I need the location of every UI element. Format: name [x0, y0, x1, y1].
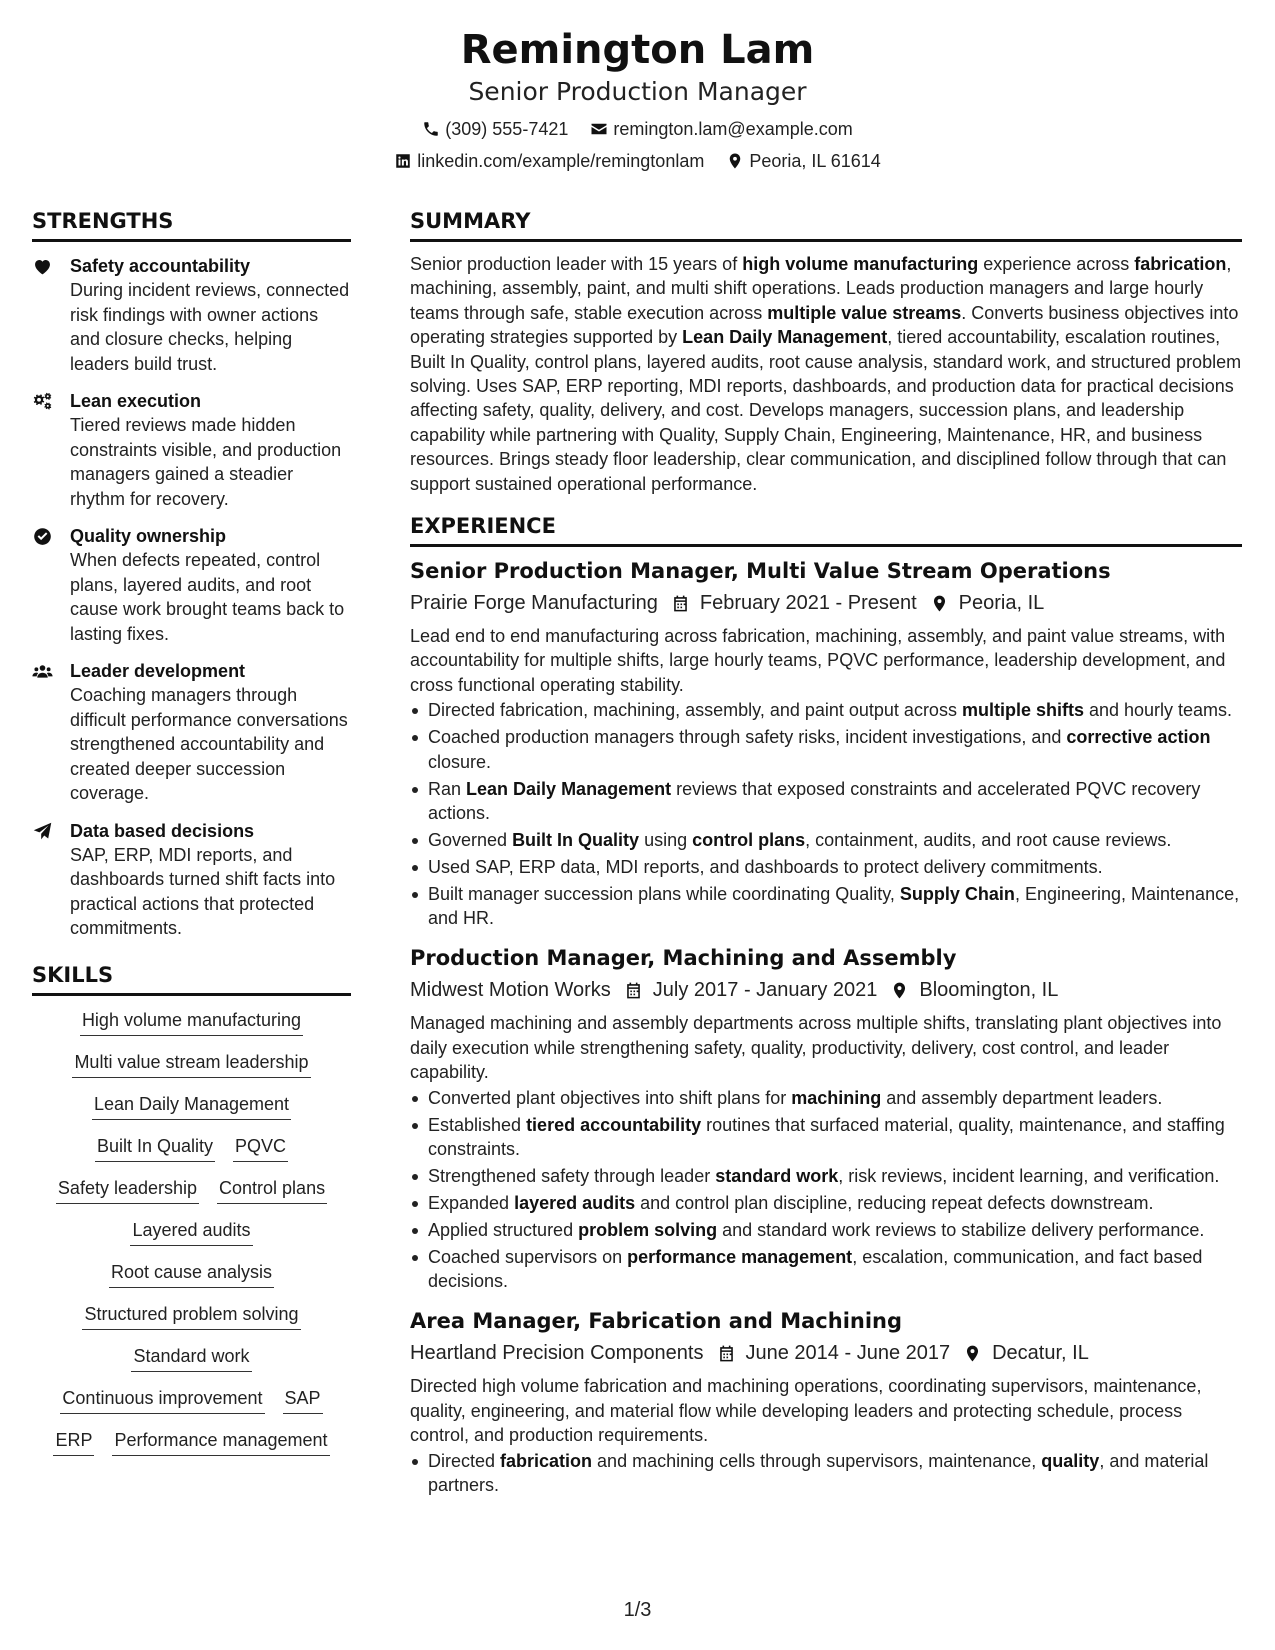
skill-tag: Lean Daily Management — [92, 1092, 291, 1120]
job-bullet: Directed fabrication, machining, assembly, and paint output across multiple shifts and hourly teams. — [410, 698, 1242, 722]
job-title: Production Manager, Machining and Assembly — [410, 946, 957, 971]
envelope-icon — [590, 120, 608, 138]
skill-tag: ERP — [53, 1428, 94, 1456]
job-description: Managed machining and assembly departments across multiple shifts, translating plant objectives into daily execution while strengthening safety, quality, productivity, delivery, cost control, and leader capability. — [410, 1013, 1222, 1083]
skill-tag: PQVC — [233, 1134, 288, 1162]
calendar-icon — [671, 594, 690, 613]
skill-tag: Root cause analysis — [109, 1260, 274, 1288]
contact-row-2 — [0, 149, 1275, 173]
emphasis-text: multiple shifts — [961, 700, 1084, 721]
skill-row — [131, 1344, 251, 1372]
job-bullet: Established tiered accountability routines that surfaced material, quality, maintenance, and staffing constraints. — [410, 1113, 1242, 1162]
job-bullets — [410, 698, 1242, 930]
job-dates: July 2017 - January 2021 — [652, 979, 878, 1002]
job-bullet: Strengthened safety through leader standard work, risk reviews, incident learning, and verification. — [410, 1164, 1242, 1188]
strength-title: Data based decisions — [70, 820, 255, 841]
skill-tag: Structured problem solving — [82, 1302, 300, 1330]
skill-row — [60, 1386, 322, 1414]
users-icon — [32, 661, 53, 682]
map-marker-icon — [930, 594, 949, 613]
job-bullets — [410, 1086, 1242, 1294]
skills-list — [32, 1008, 351, 1470]
skill-tag: Safety leadership — [56, 1176, 199, 1204]
job-description: Directed high volume fabrication and machining operations, coordinating supervisors, maintenance, quality, engineering, and material flow while developing leaders and protecting schedule, process control, and production requirements. — [410, 1376, 1202, 1446]
skill-row — [56, 1176, 327, 1204]
skill-tag: Layered audits — [130, 1218, 252, 1246]
job-bullets — [410, 1449, 1242, 1498]
contact-linkedin[interactable] — [394, 149, 704, 173]
paper-plane-icon — [32, 821, 53, 842]
job-description: Lead end to end manufacturing across fabrication, machining, assembly, and paint value streams, with accountability for multiple shifts, large hourly teams, PQVC performance, leadership development, and cross functional operating stability. — [410, 626, 1226, 695]
job-entry — [410, 1307, 1242, 1497]
calendar-icon — [717, 1344, 736, 1363]
job-bullet: Ran Lean Daily Management reviews that exposed constraints and accelerated PQVC recovery actions. — [410, 777, 1242, 826]
strength-item — [32, 389, 351, 511]
gears-icon — [32, 391, 53, 412]
strength-description: Coaching managers through difficult performance conversations strengthened accountability and created deeper succession coverage. — [70, 685, 348, 803]
summary-text: Senior production leader with 15 years of high volume manufacturing experience across fabrication, machining, assembly, paint, and multi shift operations. Leads production managers and large hourly teams through safe, stable execution across multiple value streams. Converts business objectives into operating strategies supported by Lean Daily Management, tiered accountability, escalation routines, Built In Quality, control plans, layered audits, root cause analysis, standard work, and structured problem solving. Uses SAP, ERP reporting, MDI reports, dashboards, and production data for practical decisions affecting safety, quality, delivery, and cost. Develops managers, succession plans, and leadership capability while partnering with Quality, Supply Chain, Engineering, Maintenance, HR, and business resources. Brings steady floor leadership, clear communication, and disciplined follow through that can support sustained operational performance. — [410, 254, 1242, 494]
skill-row — [82, 1302, 300, 1330]
skill-row — [53, 1428, 329, 1456]
skill-tag: Performance management — [112, 1428, 329, 1456]
job-location: Peoria, IL — [958, 592, 1045, 615]
job-meta — [410, 589, 1242, 617]
emphasis-text: Supply Chain — [899, 883, 1015, 904]
strength-title: Safety accountability — [70, 256, 251, 276]
job-bullet: Built manager succession plans while coordinating Quality, Supply Chain, Engineering, Maintenance, and HR. — [410, 882, 1242, 931]
job-company: Prairie Forge Manufacturing — [410, 592, 658, 615]
location-text: Peoria, IL 61614 — [749, 151, 881, 171]
emphasis-text: problem solving — [578, 1219, 718, 1240]
emphasis-text: quality — [1041, 1450, 1100, 1471]
job-location: Bloomington, IL — [919, 979, 1059, 1002]
strength-item — [32, 524, 351, 646]
skill-tag: Continuous improvement — [60, 1386, 264, 1414]
emphasis-text: control plans — [692, 829, 806, 850]
emphasis-text: corrective action — [1066, 727, 1211, 748]
check-circle-icon — [32, 526, 53, 547]
emphasis-text: machining — [791, 1087, 882, 1108]
emphasis-text: Lean Daily Management — [466, 778, 672, 799]
strength-description: When defects repeated, control plans, layered audits, and root cause work brought teams back to lasting fixes. — [70, 550, 345, 644]
map-marker-icon — [963, 1344, 982, 1363]
resume-header — [0, 0, 1275, 173]
job-title: Area Manager, Fabrication and Machining — [410, 1309, 903, 1334]
job-dates: February 2021 - Present — [699, 592, 917, 615]
job-bullet: Directed fabrication and machining cells through supervisors, maintenance, quality, and material partners. — [410, 1449, 1242, 1498]
emphasis-text: Lean Daily Management — [682, 327, 888, 348]
candidate-title: Senior Production Manager — [468, 77, 807, 106]
strength-title: Leader development — [70, 661, 246, 681]
emphasis-text: Built In Quality — [512, 829, 640, 850]
summary-heading: SUMMARY — [410, 207, 1242, 242]
emphasis-text: fabrication — [500, 1450, 593, 1471]
strength-title: Quality ownership — [70, 526, 227, 546]
map-marker-icon — [890, 981, 909, 1000]
calendar-icon — [624, 981, 643, 1000]
email-text: remington.lam@example.com — [613, 119, 853, 139]
job-bullet: Applied structured problem solving and standard work reviews to stabilize delivery performance. — [410, 1218, 1242, 1242]
emphasis-text: multiple value streams — [767, 302, 962, 323]
experience-heading: EXPERIENCE — [410, 512, 1242, 547]
skill-tag: Multi value stream leadership — [72, 1050, 310, 1078]
contact-email[interactable] — [590, 117, 852, 141]
skill-tag: Built In Quality — [95, 1134, 215, 1162]
emphasis-text: performance management — [627, 1246, 853, 1267]
strength-item — [32, 659, 351, 806]
strengths-heading: STRENGTHS — [32, 207, 351, 242]
job-title: Senior Production Manager, Multi Value Stream Operations — [410, 559, 1111, 584]
job-location: Decatur, IL — [992, 1342, 1089, 1365]
skill-tag: Standard work — [131, 1344, 251, 1372]
phone-text: (309) 555-7421 — [445, 119, 569, 139]
strength-title: Lean execution — [70, 391, 202, 411]
skill-row — [72, 1050, 310, 1078]
job-entry — [410, 557, 1242, 930]
job-bullet: Used SAP, ERP data, MDI reports, and dashboards to protect delivery commitments. — [410, 855, 1242, 879]
emphasis-text: tiered accountability — [526, 1114, 702, 1135]
emphasis-text: layered audits — [514, 1192, 636, 1213]
contact-location — [726, 149, 880, 173]
phone-icon — [422, 120, 440, 138]
skill-row — [95, 1134, 288, 1162]
contact-phone[interactable] — [422, 117, 568, 141]
skill-row — [92, 1092, 291, 1120]
skill-tag: High volume manufacturing — [80, 1008, 303, 1036]
left-column — [32, 207, 351, 1470]
heart-icon — [32, 256, 53, 277]
strength-item — [32, 254, 351, 376]
job-bullet: Coached production managers through safety risks, incident investigations, and corrective action closure. — [410, 725, 1242, 774]
skills-heading: SKILLS — [32, 961, 351, 996]
job-dates: June 2014 - June 2017 — [745, 1342, 951, 1365]
emphasis-text: fabrication — [1134, 254, 1227, 274]
linkedin-text: linkedin.com/example/remingtonlam — [417, 151, 705, 171]
right-column — [410, 207, 1242, 1500]
skill-tag: Control plans — [217, 1176, 327, 1204]
emphasis-text: high volume manufacturing — [742, 254, 979, 274]
job-bullet: Coached supervisors on performance management, escalation, communication, and fact based decisions. — [410, 1245, 1242, 1294]
contact-row-1 — [0, 117, 1275, 141]
map-marker-icon — [726, 152, 744, 170]
job-meta — [410, 1339, 1242, 1367]
job-meta — [410, 976, 1242, 1004]
job-bullet: Expanded layered audits and control plan discipline, reducing repeat defects downstream. — [410, 1191, 1242, 1215]
strength-description: During incident reviews, connected risk findings with owner actions and closure checks, helping leaders build trust. — [70, 280, 350, 374]
job-company: Midwest Motion Works — [410, 979, 611, 1002]
strengths-list — [32, 254, 351, 941]
job-entry — [410, 944, 1242, 1293]
job-company: Heartland Precision Components — [410, 1342, 704, 1365]
page-number: 1/3 — [623, 1599, 652, 1621]
job-bullet: Governed Built In Quality using control plans, containment, audits, and root cause reviews. — [410, 828, 1242, 852]
emphasis-text: standard work — [715, 1165, 839, 1186]
skill-row — [109, 1260, 274, 1288]
skill-tag: SAP — [283, 1386, 323, 1414]
strength-description: Tiered reviews made hidden constraints visible, and production managers gained a steadier rhythm for recovery. — [70, 415, 342, 509]
strength-item — [32, 819, 351, 941]
skill-row — [80, 1008, 303, 1036]
linkedin-icon — [394, 152, 412, 170]
candidate-name: Remington Lam — [460, 27, 815, 73]
job-bullet: Converted plant objectives into shift plans for machining and assembly department leaders. — [410, 1086, 1242, 1110]
skill-row — [130, 1218, 252, 1246]
strength-description: SAP, ERP, MDI reports, and dashboards turned shift facts into practical actions that protected commitments. — [70, 844, 336, 938]
